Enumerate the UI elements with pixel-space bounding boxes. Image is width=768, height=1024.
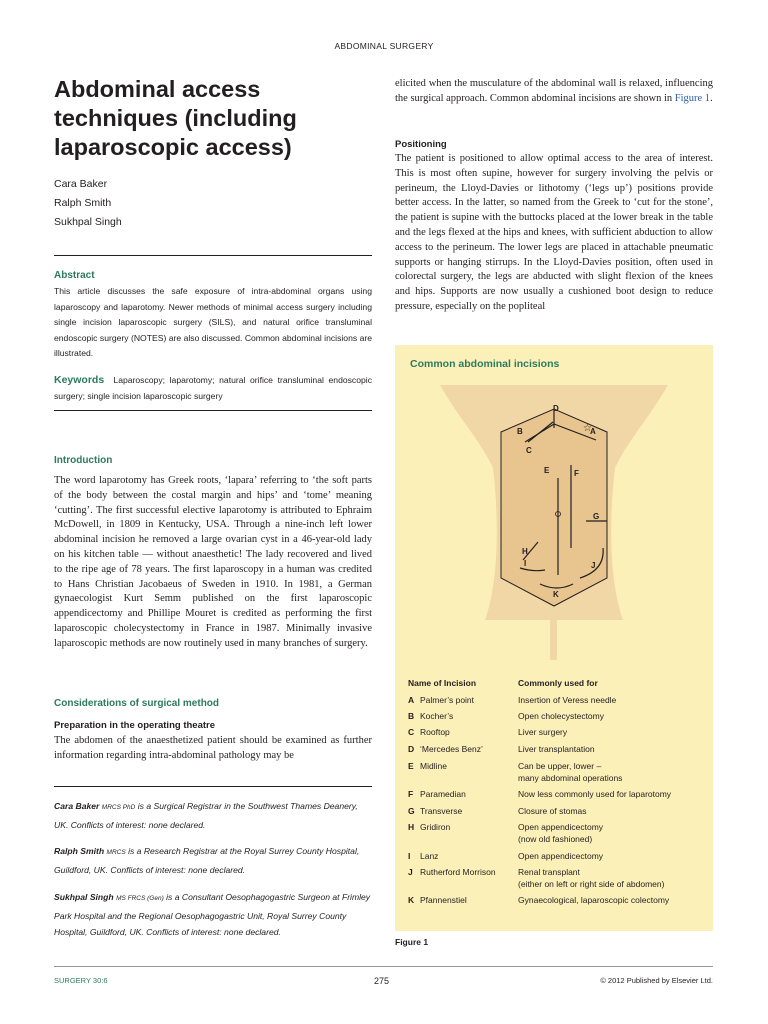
bio-degrees: MS FRCS (Gen) — [116, 895, 164, 902]
footer-copyright: © 2012 Published by Elsevier Ltd. — [600, 976, 713, 985]
header-name: Name of Incision — [408, 678, 477, 688]
row-use: Gynaecological, laparoscopic colectomy — [518, 895, 670, 905]
footer-journal: SURGERY 30:6 — [54, 976, 108, 985]
bio-text: is a Surgical Registrar in the Southwest Thames Deanery, UK. Conflicts of interest: none declared. — [54, 801, 358, 830]
author-name: Cara Baker — [54, 178, 108, 190]
row-letter: B — [408, 711, 415, 721]
preparation-text: The abdomen of the anaesthetized patient should be examined as further information regarding intra-abdominal pathology may be — [54, 735, 372, 761]
row-letter: J — [408, 867, 413, 877]
bio-text: is a Consultant Oesophagogastric Surgeon at Frimley Park Hospital and the Regional Oesophagogastric Unit, Royal Surrey County Hospital, Guildford, UK. Conflicts of interest: none declared. — [54, 892, 371, 937]
introduction-text: The word laparotomy has Greek roots, ‘lapara’ referring to ‘the soft parts of the body between the costal margin and hips’ and ‘tome’ meaning ‘cutting’. The first successful elective laparotomy is attributed to Ephraim McDowell, in 1809 in Kentucky, USA. Through a nine-inch left lower abdominal incision he removed a large ovarian cyst in a 46-year-old lady on his kitchen table — without anaesthetic! The lady recovered and lived to the ripe age of 78 years. The first laparoscopy in a human was credited to Hans Christian Jacobaeus of Sweden in 1910. In 1981, a German gynaecologist Kurt Semm published on the first laparoscopic appendicectomy and Phillipe Mouret is credited as performing the first laparoscopic cholecystectomy in France in 1987. Minimally invasive laparoscopic methods are now routinely used in many branches of surgery. — [54, 475, 372, 649]
continuation-text — [395, 77, 713, 107]
row-letter: K — [408, 895, 415, 905]
row-name: Transverse — [420, 806, 463, 816]
row-letter: F — [408, 789, 414, 799]
introduction-heading: Introduction — [54, 455, 113, 466]
bio-name: Cara Baker — [54, 801, 100, 811]
bio-degrees: MRCS PhD — [101, 804, 136, 811]
header-use: Commonly used for — [518, 678, 598, 688]
row-name: Rooftop — [420, 727, 450, 737]
row-name: Paramedian — [420, 789, 466, 799]
continuation-text-after: . — [710, 92, 713, 104]
row-name: Pfannenstiel — [420, 895, 467, 905]
row-name: Gridiron — [420, 822, 451, 832]
bio-name: Sukhpal Singh — [54, 892, 114, 902]
divider — [54, 410, 372, 411]
diagram-label: K — [553, 590, 559, 599]
keywords-text: Laparoscopy; laparotomy; natural orifice transluminal endoscopic surgery; single incision laparoscopic surgery — [54, 375, 372, 401]
row-use: Can be upper, lower – many abdominal operations — [518, 761, 623, 783]
row-name: Palmer’s point — [420, 695, 475, 705]
row-letter: D — [408, 744, 415, 754]
row-letter: A — [408, 695, 415, 705]
running-head: ABDOMINAL SURGERY — [334, 41, 434, 51]
row-letter: E — [408, 761, 414, 771]
figure-caption: Figure 1 — [395, 937, 429, 947]
author-name: Sukhpal Singh — [54, 216, 122, 228]
abstract-text: This article discusses the safe exposure of intra-abdominal organs using laparoscopy and laparotomy. Newer methods of minimal access surgery including single incision laparoscopic surgery (SILS), and natural orifice transluminal endoscopic surgery (NOTES) are also discussed. Common abdominal incisions are illustrated. — [54, 286, 372, 359]
continuation-text-before: elicited when the musculature of the abdominal wall is relaxed, influencing the surgical approach. Common abdominal incisions are shown in — [395, 78, 713, 104]
row-letter: C — [408, 727, 415, 737]
row-use: Renal transplant (either on left or right side of abdomen) — [518, 867, 665, 889]
row-use: Liver transplantation — [518, 744, 595, 754]
row-name: Kocher’s — [420, 711, 454, 721]
article-title: Abdominal access techniques (including laparoscopic access) — [54, 76, 297, 160]
keywords-label: Keywords — [54, 374, 105, 386]
row-use: Insertion of Veress needle — [518, 695, 617, 705]
row-name: Rutherford Morrison — [420, 867, 496, 877]
diagram-label: E — [544, 466, 550, 475]
row-use: Open appendicectomy — [518, 851, 604, 861]
row-letter: H — [408, 822, 415, 832]
diagram-label: J — [591, 561, 596, 570]
bio-degrees: MRCS — [106, 849, 126, 856]
row-name: Lanz — [420, 851, 439, 861]
positioning-text: The patient is positioned to allow optimal access to the area of interest. This is most often supine, however for surgery involving the pelvis or perineum, the Lloyd-Davies or lithotomy (‘legs up’) positions provide better access. In the latter, so named from the Greek to ‘cut for the stone’, the patient is supine with the buttocks placed at the lower break in the table and the legs flexed at the hips and knees, with sufficient abduction to allow access to the perineum. The lower legs are placed in attachable pneumatic supports or hanging stirrups. In the Lloyd-Davies position, often used in colorectal surgery, the legs are abducted with slight flexion of the knees and hips. Supports are now usually a cushioned boot design to reduce pressure, especially on the popliteal — [395, 153, 713, 312]
considerations-heading: Considerations of surgical method — [54, 698, 220, 709]
author-bio — [54, 798, 372, 833]
bio-text: is a Research Registrar at the Royal Surrey County Hospital, Guildford, UK. Conflicts of interest: none declared. — [54, 846, 360, 875]
keywords — [54, 373, 372, 404]
row-name: ‘Mercedes Benz’ — [420, 744, 483, 754]
author-list — [54, 175, 122, 232]
row-use: Now less commonly used for laparotomy — [518, 789, 672, 799]
incision-diagram — [395, 380, 713, 675]
diagram-label: I — [524, 559, 527, 568]
row-use: Open appendicectomy (now old fashioned) — [518, 822, 604, 844]
palmers-point-star-icon: ☆ — [583, 423, 592, 434]
diagram-label: B — [517, 427, 523, 436]
positioning-heading: Positioning — [395, 139, 447, 150]
row-letter: I — [408, 851, 411, 861]
diagram-label: D — [553, 404, 559, 413]
author-bio — [54, 843, 372, 878]
diagram-label: H — [522, 547, 528, 556]
row-letter: G — [408, 806, 415, 816]
diagram-label: F — [574, 469, 579, 478]
figure-1-link[interactable]: Figure 1 — [674, 92, 711, 104]
bio-name: Ralph Smith — [54, 846, 105, 856]
diagram-label: C — [526, 446, 532, 455]
row-use: Closure of stomas — [518, 806, 587, 816]
author-name: Ralph Smith — [54, 197, 112, 209]
author-bio — [54, 889, 372, 941]
footer-divider — [54, 966, 713, 967]
row-use: Liver surgery — [518, 727, 568, 737]
row-name: Midline — [420, 761, 447, 771]
row-use: Open cholecystectomy — [518, 711, 604, 721]
divider — [54, 255, 372, 256]
diagram-label: G — [593, 512, 600, 521]
diagram-label: A — [590, 427, 596, 436]
footer-page-number: 275 — [374, 976, 390, 986]
abstract-heading: Abstract — [54, 270, 95, 281]
figure-title: Common abdominal incisions — [410, 358, 560, 370]
divider — [54, 786, 372, 787]
preparation-subheading: Preparation in the operating theatre — [54, 720, 215, 731]
